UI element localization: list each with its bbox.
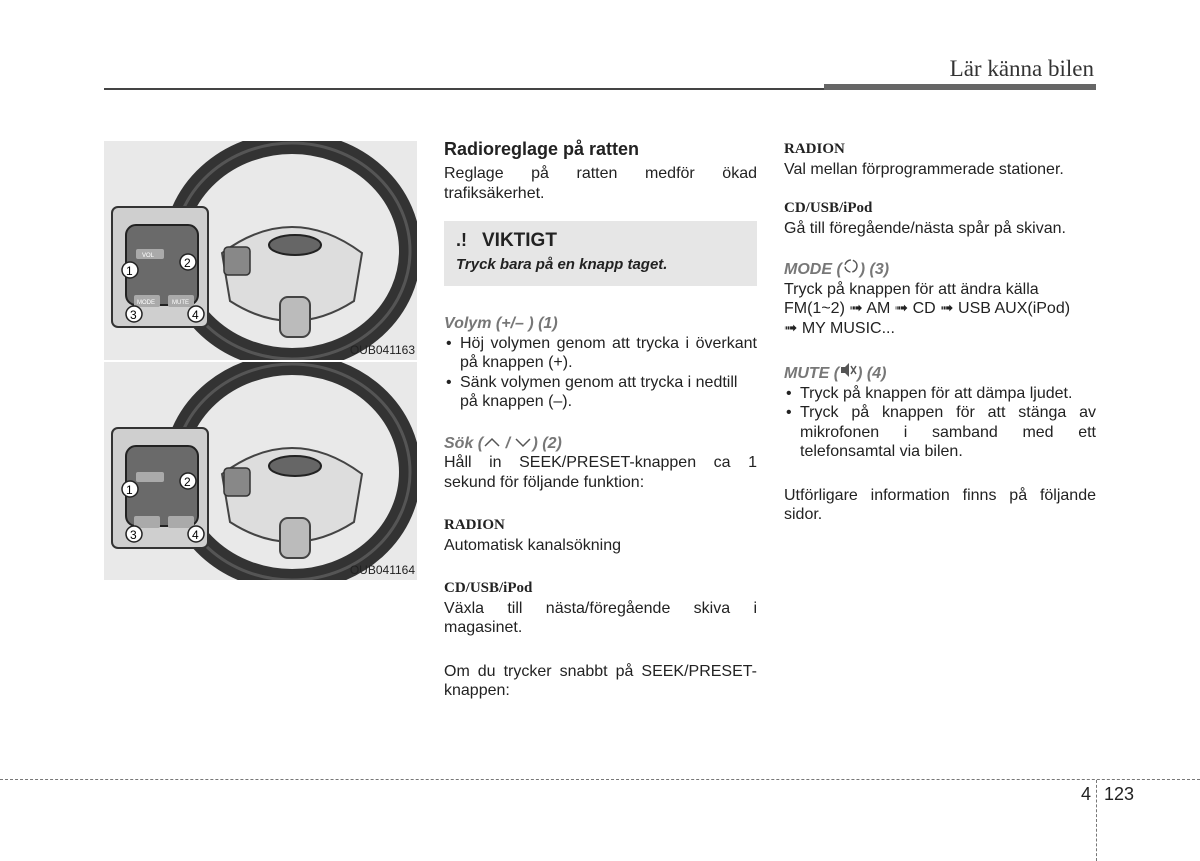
mode-line-3: ➟ MY MUSIC... bbox=[784, 319, 895, 337]
more-info-text: Utförligare information finns på följande sidor. bbox=[784, 486, 1096, 523]
figure-caption-1: OUB041163 bbox=[349, 343, 415, 357]
radio-text: Val mellan förprogrammerade stationer. bbox=[784, 160, 1064, 178]
mode-title-post: ) (3) bbox=[859, 261, 890, 278]
cd-heading: CD/USB/iPod bbox=[784, 200, 873, 216]
page-number: 123 bbox=[1104, 784, 1135, 804]
notice-text: Tryck bara på en knapp taget. bbox=[456, 255, 668, 273]
radio-text: Automatisk kanalsökning bbox=[444, 536, 621, 554]
column-1 bbox=[444, 138, 757, 701]
callout-2: 2 bbox=[184, 475, 191, 489]
radio-heading: RADION bbox=[784, 141, 845, 157]
seek-title bbox=[444, 434, 757, 454]
cd-heading: CD/USB/iPod bbox=[444, 580, 533, 596]
mode-line-2: FM(1~2) ➟ AM ➟ CD ➟ USB AUX(iPod) bbox=[784, 300, 1071, 317]
callout-3: 3 bbox=[130, 308, 137, 322]
chapter-title: Lär känna bilen bbox=[949, 56, 1094, 81]
list-item: • Tryck på knappen för att stänga av mikrofonen i samband med ett telefonsamtal via bilen. bbox=[784, 403, 1096, 462]
list-item: • Tryck på knappen för att dämpa ljudet. bbox=[784, 384, 1096, 404]
steering-wheel-figure-1 bbox=[104, 141, 417, 360]
list-item: • Höj volymen genom att trycka i överkant på knappen (+). bbox=[444, 334, 757, 373]
cd-text: Växla till nästa/föregående skiva i magasinet. bbox=[444, 599, 757, 636]
footer-rule bbox=[0, 779, 1200, 780]
callout-4: 4 bbox=[192, 308, 199, 322]
figure-caption-2: OUB041164 bbox=[349, 563, 415, 577]
seek-title-mid: / bbox=[501, 434, 515, 452]
mute-label: MUTE bbox=[172, 300, 189, 306]
mode-line-1: Tryck på knappen för att ändra källa bbox=[784, 280, 1039, 298]
chapter-number: 4 bbox=[1081, 784, 1092, 804]
mute-icon bbox=[839, 362, 857, 378]
mode-label: MODE bbox=[137, 300, 155, 306]
vol-label: VOL bbox=[142, 253, 155, 259]
list-item: • Sänk volymen genom att trycka i nedtill på knappen (–). bbox=[444, 373, 757, 412]
column-2 bbox=[784, 140, 1096, 525]
callout-4: 4 bbox=[192, 528, 199, 542]
chevron-up-icon bbox=[483, 436, 501, 448]
mute-title-pre: MUTE ( bbox=[784, 365, 840, 382]
seek-title-post: ) (2) bbox=[532, 434, 562, 452]
warning-icon: .! bbox=[456, 230, 467, 250]
mute-title-post: ) (4) bbox=[857, 365, 887, 382]
mode-title bbox=[784, 258, 1096, 280]
header-rule-accent bbox=[824, 84, 1096, 90]
quick-text: Om du trycker snabbt på SEEK/PRESET-knappen: bbox=[444, 662, 757, 699]
notice-title-text: VIKTIGT bbox=[482, 230, 557, 251]
steering-wheel-illustration bbox=[104, 141, 417, 360]
radio-heading: RADION bbox=[444, 517, 505, 533]
mute-list bbox=[784, 384, 1096, 462]
intro-text: Reglage på ratten medför ökad trafiksäkerhet. bbox=[444, 165, 757, 202]
callout-3: 3 bbox=[130, 528, 137, 542]
callout-2: 2 bbox=[184, 256, 191, 270]
mode-icon bbox=[842, 258, 860, 274]
volume-title: Volym (+/– ) (1) bbox=[444, 315, 558, 332]
steering-wheel-figure-2 bbox=[104, 362, 417, 580]
footer-divider bbox=[1096, 780, 1097, 861]
section-heading: Radioreglage på ratten bbox=[444, 139, 640, 159]
volume-list bbox=[444, 334, 757, 412]
seek-text: Håll in SEEK/PRESET-knappen ca 1 sekund för följande funktion: bbox=[444, 454, 757, 491]
callout-1: 1 bbox=[126, 264, 133, 278]
callout-1: 1 bbox=[126, 483, 133, 497]
mode-title-pre: MODE ( bbox=[784, 261, 842, 278]
notice-box bbox=[444, 221, 757, 286]
seek-title-pre: Sök ( bbox=[444, 434, 484, 452]
chevron-down-icon bbox=[514, 436, 532, 448]
steering-wheel-illustration bbox=[104, 362, 417, 580]
cd-text: Gå till föregående/nästa spår på skivan. bbox=[784, 219, 1066, 237]
mute-title bbox=[784, 362, 1096, 384]
notice-title bbox=[456, 231, 745, 251]
